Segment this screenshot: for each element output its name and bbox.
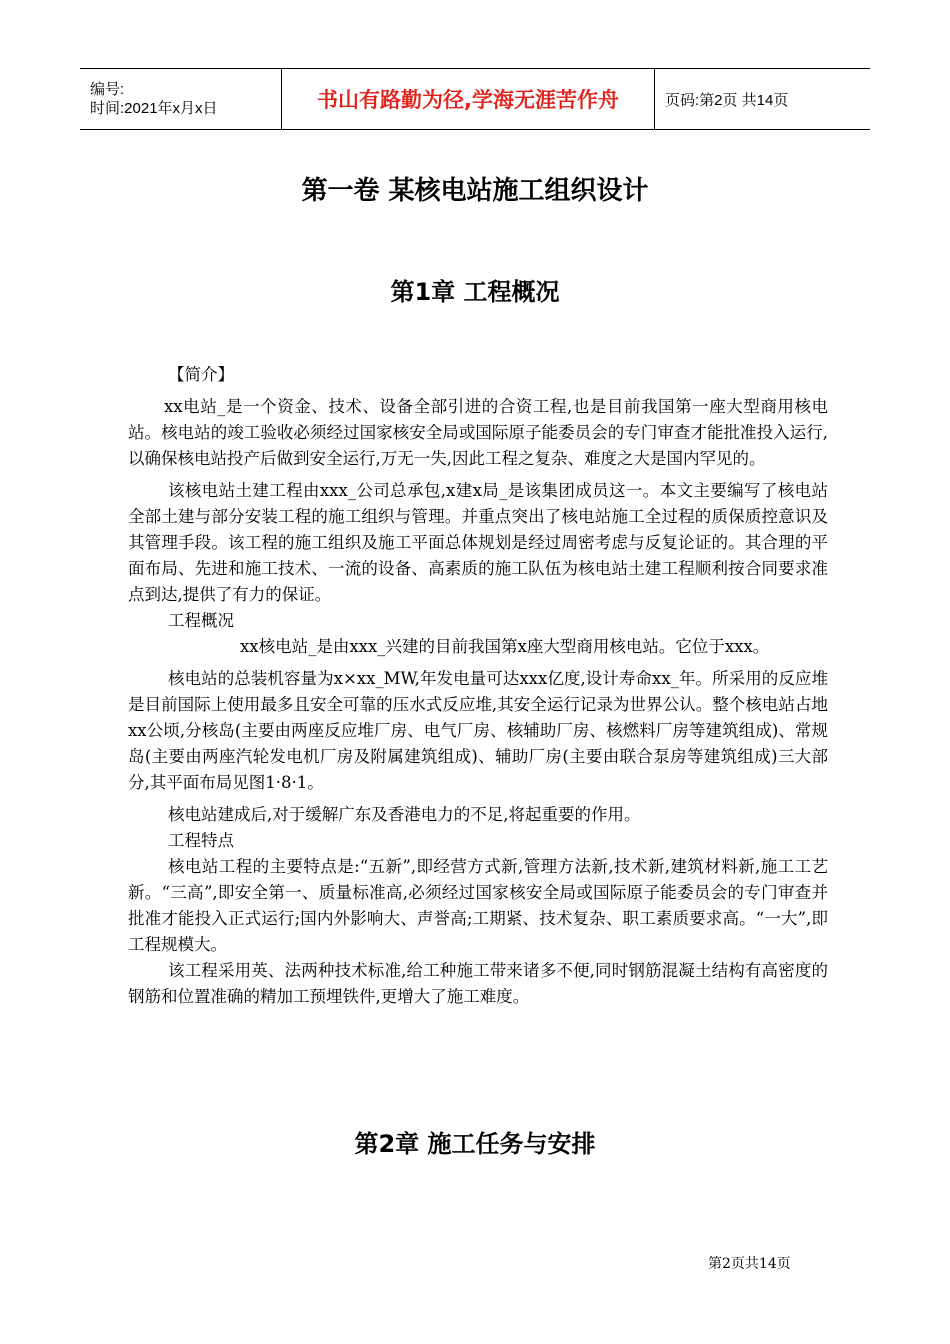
paragraph: xx核电站_是由xxx_兴建的目前我国第x座大型商用核电站。它位于xxx。 [240,637,770,656]
page-footer [708,1253,791,1273]
footer-page-number: 第2页共14页 [708,1256,791,1272]
header-page-cell [655,69,870,129]
section-label-features: 工程特点 [168,831,234,850]
header-meta-cell [80,69,282,129]
intro-label: 【简介】 [168,365,234,384]
paragraph: 核电站建成后,对于缓解广东及香港电力的不足,将起重要的作用。 [168,805,641,824]
document-body [128,362,828,1010]
document-number-label: 编号: [90,81,125,98]
header-page-number: 页码:第2页 共14页 [665,91,789,109]
section-label-overview: 工程概况 [168,611,234,630]
document-time-label: 时间:2021年x月x日 [90,100,218,117]
chapter-1-title: 第1章 工程概况 [390,278,560,306]
paragraph: 核电站工程的主要特点是:“五新”,即经营方式新,管理方法新,技术新,建筑材料新,施工工艺新。“三高”,即安全第一、质量标准高,必须经过国家核安全局或国际原子能委员会的专门审查并批准才能投入正式运行;国内外影响大、声誉高;工期紧、技术复杂、职工素质要求高。“一大”,即工程规模大。 [128,857,828,954]
volume-title: 第一卷 某核电站施工组织设计 [301,176,649,206]
header-motto: 书山有路勤为径,学海无涯苦作舟 [317,88,619,112]
paragraph: 核电站的总装机容量为x×xx_MW,年发电量可达xxx亿度,设计寿命xx_年。所采用的反应堆是目前国际上使用最多且安全可靠的压水式反应堆,其安全运行记录为世界公认。整个核电站占地xx公顷,分核岛(主要由两座反应堆厂房、电气厂房、核辅助厂房、核燃料厂房等建筑组成)、常规岛(主要由两座汽轮发电机厂房及附属建筑组成)、辅助厂房(主要由联合泵房等建筑组成)三大部分,其平面布局见图1·8·1。 [128,669,828,792]
paragraph: xx电站_是一个资金、技术、设备全部引进的合资工程,也是目前我国第一座大型商用核电站。核电站的竣工验收必须经过国家核安全局或国际原子能委员会的专门审查才能批准投入运行,以确保核电站投产后做到安全运行,万无一失,因此工程之复杂、难度之大是国内罕见的。 [128,397,828,468]
paragraph: 该核电站土建工程由xxx_公司总承包,x建x局_是该集团成员这一。本文主要编写了核电站全部土建与部分安装工程的施工组织与管理。并重点突出了核电站施工全过程的质保质控意识及其管理手段。该工程的施工组织及施工平面总体规划是经过周密考虑与反复论证的。其合理的平面布局、先进和施工技术、一流的设备、高素质的施工队伍为核电站土建工程顺利按合同要求准点到达,提供了有力的保证。 [128,481,828,604]
page-header [80,68,870,130]
chapter-2-title: 第2章 施工任务与安排 [354,1130,596,1158]
paragraph: 该工程采用英、法两种技术标准,给工种施工带来诸多不便,同时钢筋混凝土结构有高密度的钢筋和位置准确的精加工预埋铁件,更增大了施工难度。 [128,961,828,1006]
header-motto-cell [282,69,655,129]
